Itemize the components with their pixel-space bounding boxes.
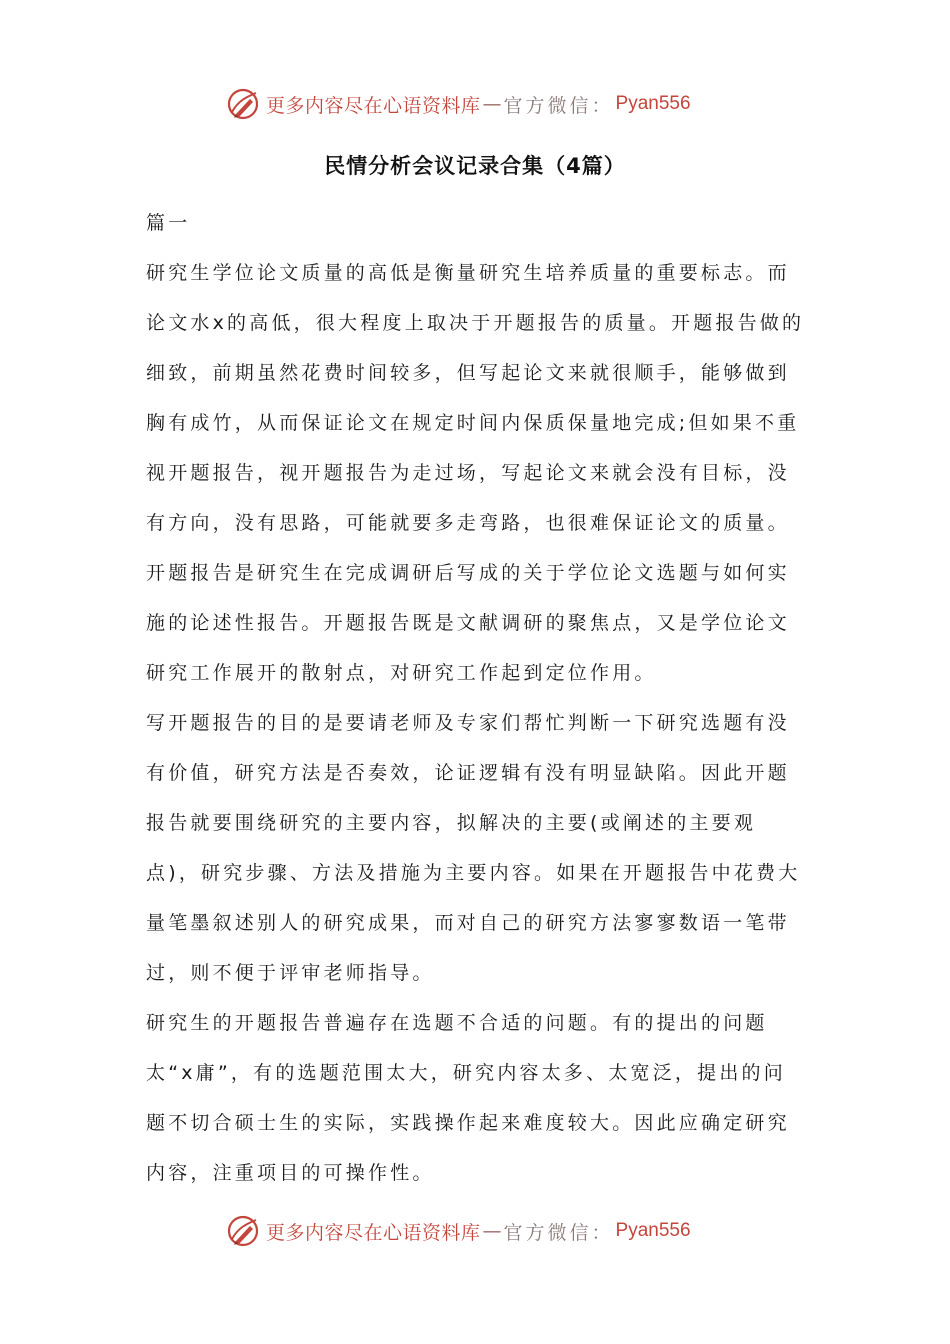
banner-site-text: 更多内容尽在心语资料库 <box>266 94 481 117</box>
pen-logo-icon <box>226 1214 260 1248</box>
pen-logo-icon <box>226 87 260 121</box>
banner-separator: — <box>482 1220 502 1242</box>
banner-wechat-id: Pyan556 <box>615 93 691 114</box>
banner-wechat-label: 官方微信： <box>503 94 614 117</box>
paragraph: 写开题报告的目的是要请老师及专家们帮忙判断一下研究选题有没有价值，研究方法是否奏效，论证逻辑有没有明显缺陷。因此开题报告就要围绕研究的主要内容，拟解决的主要(或阐述的主要观点)，研究步骤、方法及措施为主要内容。如果在开题报告中花费大量笔墨叙述别人的研究成果，而对自己的研究方法寥寥数语一笔带过，则不便于评审老师指导。 <box>146 712 801 984</box>
document-title: 民情分析会议记录合集（4篇） <box>324 154 626 178</box>
document-body <box>146 198 806 1198</box>
footer-banner[interactable] <box>226 1213 691 1249</box>
paragraph: 研究生学位论文质量的高低是衡量研究生培养质量的重要标志。而论文水x的高低，很大程度上取决于开题报告的质量。开题报告做的细致，前期虽然花费时间较多，但写起论文来就很顺手，能够做到胸有成竹，从而保证论文在规定时间内保质保量地完成;但如果不重视开题报告，视开题报告为走过场，写起论文来就会没有目标，没有方向，没有思路，可能就要多走弯路，也很难保证论文的质量。开题报告是研究生在完成调研后写成的关于学位论文选题与如何实施的论述性报告。开题报告既是文献调研的聚焦点，又是学位论文研究工作展开的散射点，对研究工作起到定位作用。 <box>146 262 805 684</box>
section-label: 篇一 <box>146 212 191 234</box>
banner-wechat-label: 官方微信： <box>503 1221 614 1244</box>
banner-wechat-id: Pyan556 <box>615 1220 691 1241</box>
banner-site-text: 更多内容尽在心语资料库 <box>266 1221 481 1244</box>
paragraph: 研究生的开题报告普遍存在选题不合适的问题。有的提出的问题太“x庸”，有的选题范围太大，研究内容太多、太宽泛，提出的问题不切合硕士生的实际，实践操作起来难度较大。因此应确定研究内容，注重项目的可操作性。 <box>146 1012 790 1184</box>
header-banner[interactable] <box>226 86 691 122</box>
banner-separator: — <box>482 93 502 115</box>
